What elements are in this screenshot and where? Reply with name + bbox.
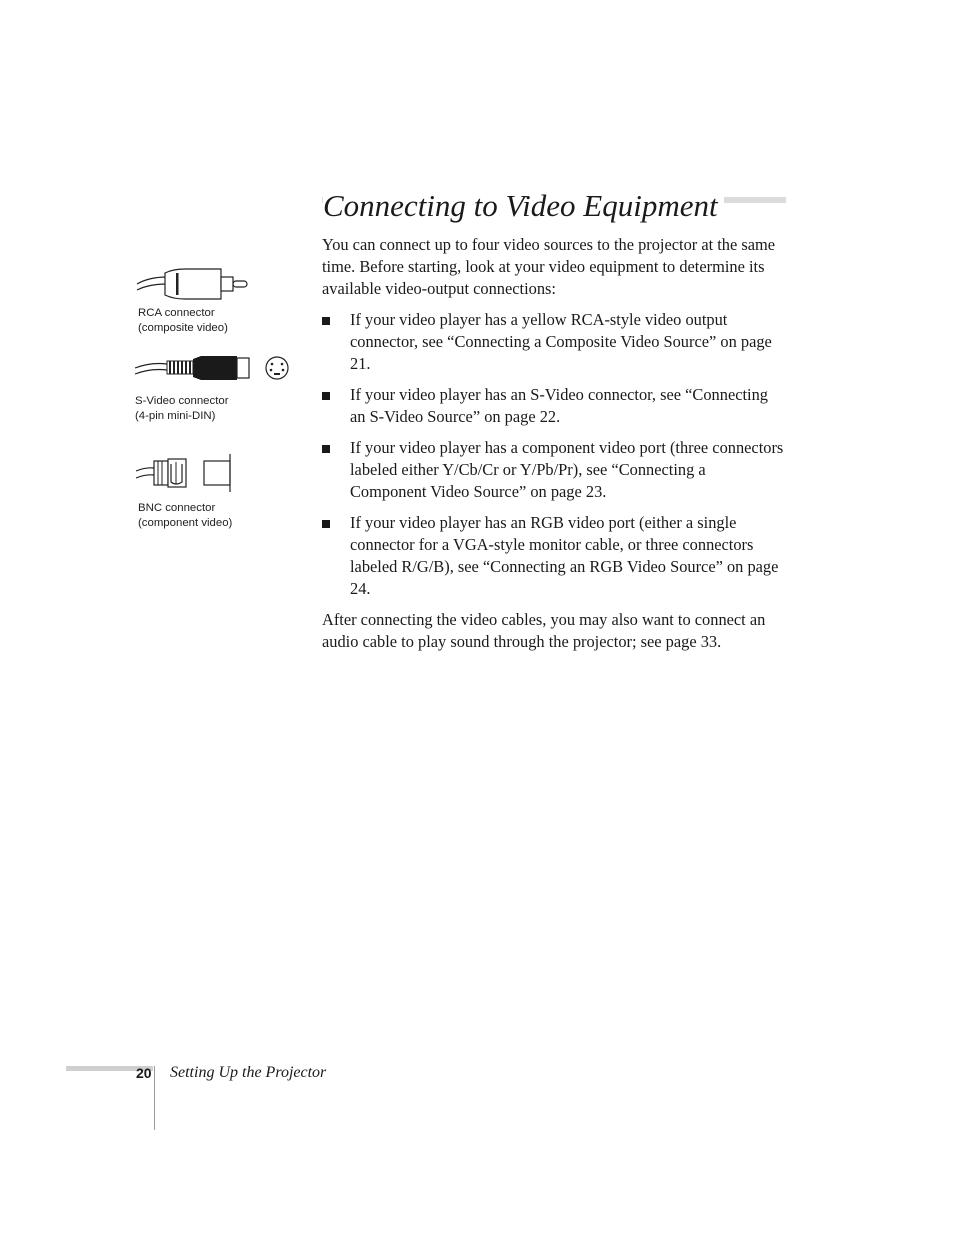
list-item (322, 309, 784, 375)
square-bullet-icon (322, 317, 330, 325)
svideo-caption-line1: S-Video connector (135, 395, 229, 407)
footer-divider (154, 1066, 155, 1130)
list-item-text: If your video player has a yellow RCA-style video output connector, see “Connecting a Composite Video Source” on page 21. (350, 310, 772, 373)
rca-caption-line2: (composite video) (138, 322, 228, 334)
running-head: Setting Up the Projector (170, 1064, 327, 1081)
closing-paragraph: After connecting the video cables, you may also want to connect an audio cable to play sound through the projector; see page 33. (322, 610, 766, 651)
body-text (322, 234, 784, 662)
page-title: Connecting to Video Equipment (323, 186, 724, 226)
list-item-text: If your video player has an RGB video port (either a single connector for a VGA-style monitor cable, or three connectors labeled R/G/B), see “Connecting an RGB Video Source” on page 24. (350, 513, 779, 598)
intro-paragraph: You can connect up to four video sources to the projector at the same time. Before starting, look at your video equipment to determine its available video-output connections: (322, 235, 776, 298)
svideo-connector-caption (135, 394, 229, 424)
rca-caption-line1: RCA connector (138, 307, 215, 319)
square-bullet-icon (322, 520, 330, 528)
svideo-caption-line2: (4-pin mini-DIN) (135, 410, 216, 422)
rca-connector-icon (135, 264, 255, 304)
square-bullet-icon (322, 445, 330, 453)
rca-connector-caption (138, 306, 228, 336)
list-item-text: If your video player has an S-Video connector, see “Connecting an S-Video Source” on page 22. (350, 385, 769, 426)
list-item (322, 512, 784, 600)
list-item (322, 384, 784, 428)
bnc-caption-line1: BNC connector (138, 502, 216, 514)
bnc-caption-line2: (component video) (138, 517, 233, 529)
connector-list (322, 309, 784, 600)
bnc-connector-caption (138, 501, 232, 531)
rca-connector-figure (135, 264, 255, 304)
list-item (322, 437, 784, 503)
square-bullet-icon (322, 392, 330, 400)
bnc-connector-figure (136, 452, 236, 494)
list-item-text: If your video player has a component video port (three connectors labeled either Y/Cb/Cr or Y/Pb/Pr), see “Connecting a Component Video Source” on page 23. (350, 438, 784, 501)
page-number: 20 (136, 1065, 152, 1081)
svideo-connector-icon (133, 352, 293, 388)
svideo-connector-figure (133, 352, 293, 388)
bnc-connector-icon (136, 452, 236, 494)
